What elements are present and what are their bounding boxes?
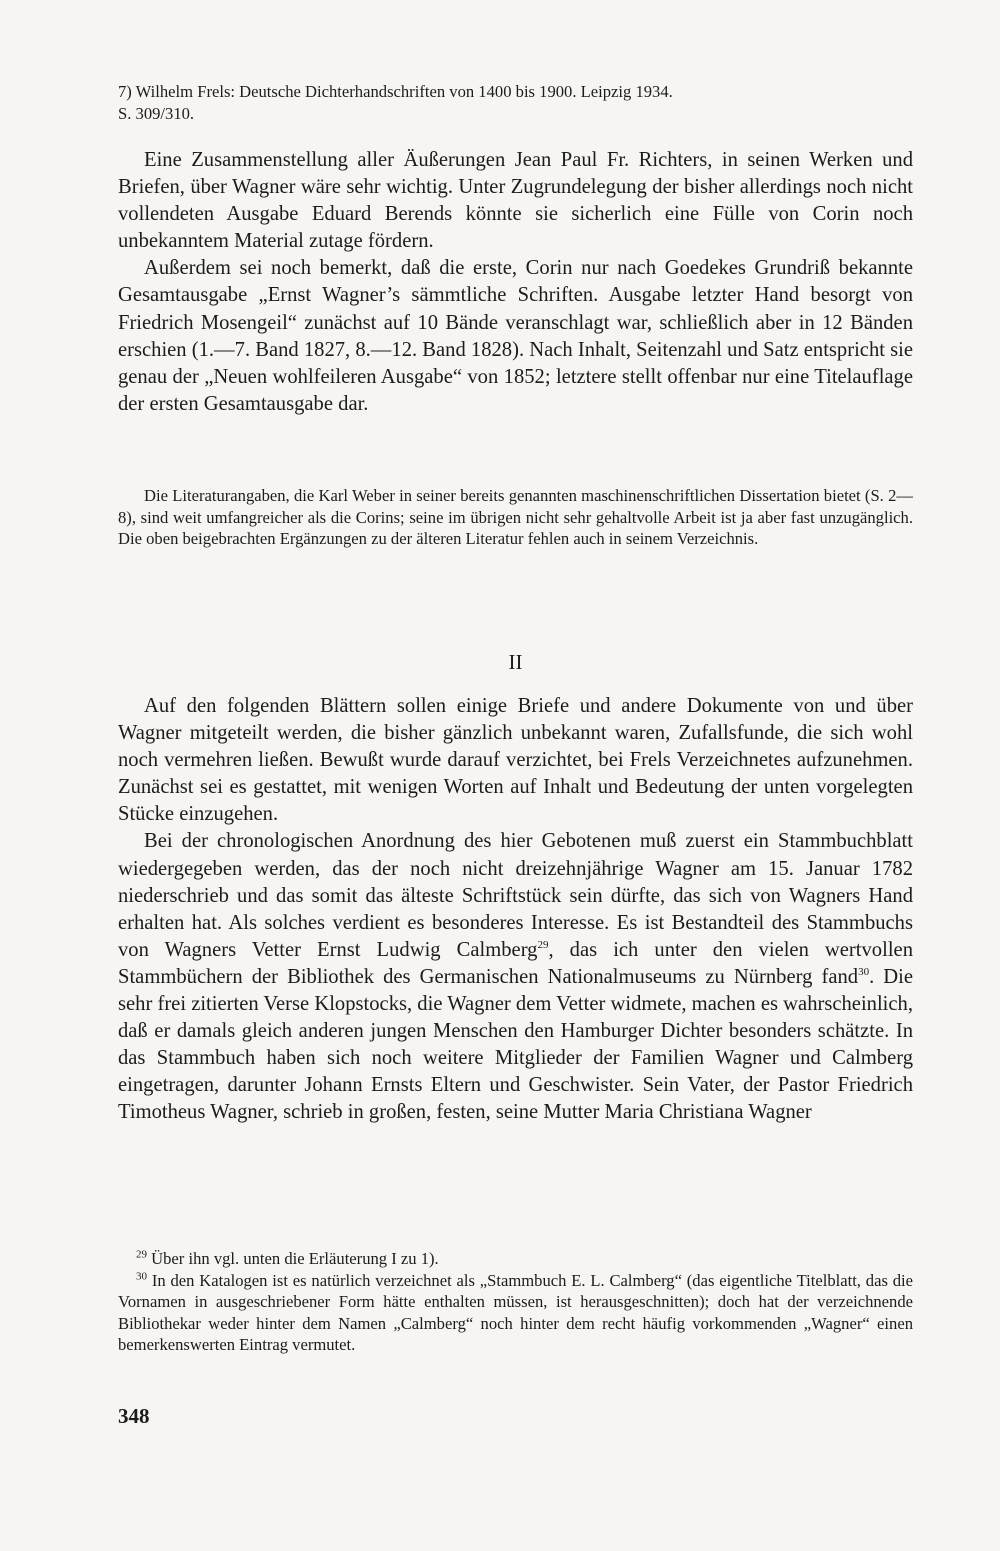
- footnote-text: In den Katalogen ist es natürlich verzeichnet als „Stammbuch E. L. Calmberg“ (das eigentliche Titelblatt, das die Vornamen in ausgeschriebener Form hätte enthalten müssen, ist herausgeschnitten); doch hat der verzeichnende Bibliothekar weder hinter dem Namen „Calmberg“ noch hinter dem recht häufig vorkommenden „Wagner“ einen bemerkenswerten Eintrag vermutet.: [118, 1270, 913, 1354]
- paragraph-text: Bei der chronologischen Anordnung des hier Gebotenen muß zuerst ein Stammbuchblatt wiedergegeben werden, das der noch nicht dreizehnjährige Wagner am 15. Januar 1782 niederschrieb und das somit das älteste Schriftstück sein dürfte, das sich von Wagners Hand erhalten hat. Als solches verdient es besonderes Interesse. Es ist Bestandteil des Stammbuchs von Wagners Vetter Ernst Ludwig Calmberg: [118, 830, 913, 961]
- literature-note-text: Die Literaturangaben, die Karl Weber in seiner bereits genannten maschinenschriftlichen Dissertation bietet (S. 2—8), sind weit umfangreicher als die Corins; seine im übrigen nicht sehr gehaltvolle Arbeit ist ja aber fast unzugänglich. Die oben beigebrachten Ergänzungen zu der älteren Literatur fehlen auch in seinem Verzeichnis.: [118, 486, 913, 548]
- footnote-number: 30: [136, 1269, 147, 1282]
- paragraph-text: , das ich unter den vielen wertvollen Stammbüchern der Bibliothek des Germanischen Nationalmuseums zu Nürnberg fand: [118, 938, 913, 988]
- footnote-text: Über ihn vgl. unten die Erläuterung I zu 1).: [147, 1249, 439, 1268]
- intro-paragraph-1: Eine Zusammenstellung aller Äußerungen Jean Paul Fr. Richters, in seinen Werken und Briefen, über Wagner wäre sehr wichtig. Unter Zugrundelegung der bisher allerdings noch nicht vollendeten Ausgabe Eduard Berends könnte sie sicherlich eine Fülle von Corin noch unbekanntem Material zutage fördern.: [118, 149, 913, 253]
- section-body: [118, 693, 913, 1127]
- footnote-number: 29: [136, 1248, 147, 1261]
- footnote-29: [118, 1248, 913, 1270]
- reference-note-line-1: 7) Wilhelm Frels: Deutsche Dichterhandschriften von 1400 bis 1900. Leipzig 1934.: [118, 82, 673, 101]
- page-number: 348: [118, 1404, 150, 1428]
- footnote-ref-30[interactable]: 30: [858, 966, 870, 979]
- intro-section: [118, 147, 913, 418]
- paragraph-text: . Die sehr frei zitierten Verse Klopstocks, die Wagner dem Vetter widmete, machen es wahrscheinlich, daß er damals gleich anderen jungen Menschen den Hamburger Dichter besonders schätzte. In das Stammbuch haben sich noch weitere Mitglieder der Familien Wagner und Calmberg eingetragen, darunter Johann Ernsts Eltern und Geschwister. Sein Vater, der Pastor Friedrich Timotheus Wagner, schrieb in großen, festen, seine Mutter Maria Christiana Wagner: [118, 965, 914, 1124]
- footnote-ref-29[interactable]: 29: [537, 938, 549, 951]
- section-heading: II: [508, 650, 523, 674]
- section-paragraph-2: [118, 828, 913, 1126]
- footnotes: [118, 1248, 913, 1356]
- intro-paragraph-2: Außerdem sei noch bemerkt, daß die erste, Corin nur nach Goedekes Grundriß bekannte Gesamtausgabe „Ernst Wagner’s sämmtliche Schriften. Ausgabe letzter Hand besorgt von Friedrich Mosengeil“ zunächst auf 10 Bände veranschlagt war, schließlich aber in 12 Bänden erschien (1.—7. Band 1827, 8.—12. Band 1828). Nach Inhalt, Seitenzahl und Satz entspricht sie genau der „Neuen wohlfeileren Ausgabe“ von 1852; letztere stellt offenbar nur eine Titelauflage der ersten Gesamtausgabe dar.: [118, 257, 913, 415]
- literature-note: [118, 485, 913, 550]
- reference-note: [118, 81, 913, 124]
- reference-note-line-2: S. 309/310.: [118, 103, 195, 123]
- section-paragraph-1: Auf den folgenden Blättern sollen einige Briefe und andere Dokumente von und über Wagner mitgeteilt werden, die bisher gänzlich unbekannt waren, Zufallsfunde, die sich wohl noch vermehren ließen. Bewußt wurde darauf verzichtet, bei Frels Verzeichnetes aufzunehmen. Zunächst sei es gestattet, mit wenigen Worten auf Inhalt und Bedeutung der unten vorgelegten Stücke einzugehen.: [118, 695, 913, 826]
- footnote-30: [118, 1270, 913, 1356]
